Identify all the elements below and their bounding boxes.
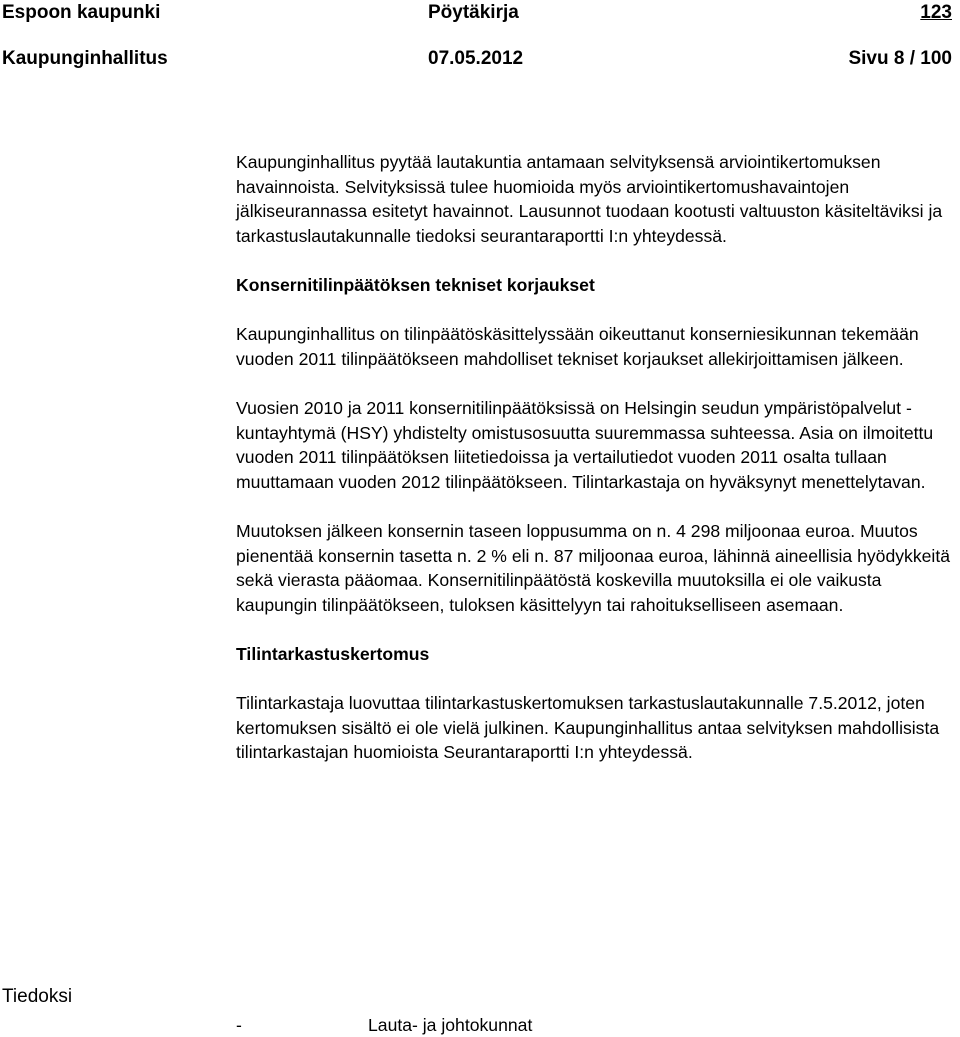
body-name: Kaupunginhallitus (2, 48, 168, 69)
distribution-label: Tiedoksi (2, 986, 73, 1007)
distribution-recipient: Lauta- ja johtokunnat (368, 1015, 533, 1035)
meeting-date: 07.05.2012 (428, 48, 524, 69)
section-heading-technical-corrections: Konsernitilinpäätöksen tekniset korjaukset (236, 274, 595, 295)
page-number: Sivu 8 / 100 (848, 48, 952, 69)
organization-name: Espoon kaupunki (2, 2, 161, 23)
section-number: 123 (920, 2, 952, 23)
paragraph-hsy-consolidation: Vuosien 2010 ja 2011 konsernitilinpäätöksissä on Helsingin seudun ympäristöpalvelut -kuntayhtymä (HSY) yhdistelty omistusosuutta suuremmassa suhteessa. Asia on ilmoitettu vuoden 2011 tilinpäätöksen liitetiedoissa ja vertailutiedot vuoden 2011 osalta tullaan muuttamaan vuoden 2012 tilinpäätökseen. Tilintarkastaja on hyväksynyt menettelytavan. (236, 397, 934, 492)
intro-paragraph: Kaupunginhallitus pyytää lautakuntia antamaan selvityksensä arviointikertomuksen havainnoista. Selvityksissä tulee huomioida myös arviointikertomushavaintojen jälkiseurannassa esitetyt havainnot. Lausunnot tuodaan kootusti valtuuston käsiteltäviksi ja tarkastuslautakunnalle tiedoksi seurantaraportti I:n yhteydessä. (236, 152, 943, 246)
document-type: Pöytäkirja (428, 2, 519, 23)
paragraph-audit-report: Tilintarkastaja luovuttaa tilintarkastuskertomuksen tarkastuslautakunnalle 7.5.2012, joten kertomuksen sisältö ei ole vielä julkinen. Kaupunginhallitus antaa selvityksen mahdollisista tilintarkastajan huomioista Seurantaraportti I:n yhteydessä. (236, 693, 940, 763)
document-body (236, 150, 956, 765)
section-heading-audit-report: Tilintarkastuskertomus (236, 643, 430, 664)
distribution-bullet: - (236, 1015, 242, 1035)
paragraph-correction-authorization: Kaupunginhallitus on tilinpäätöskäsittelyssään oikeuttanut konserniesikunnan tekemään vuoden 2011 tilinpäätökseen mahdolliset tekniset korjaukset allekirjoittamisen jälkeen. (236, 324, 919, 369)
paragraph-balance-change: Muutoksen jälkeen konsernin taseen loppusumma on n. 4 298 miljoonaa euroa. Muutos pienentää konsernin tasetta n. 2 % eli n. 87 miljoonaa euroa, lähinnä aineellisia hyödykkeitä sekä vierasta pääomaa. Konsernitilinpäätöstä koskevilla muutoksilla ei ole vaikusta kaupungin tilinpäätökseen, tuloksen käsittelyyn tai rahoitukselliseen asemaan. (236, 520, 950, 615)
